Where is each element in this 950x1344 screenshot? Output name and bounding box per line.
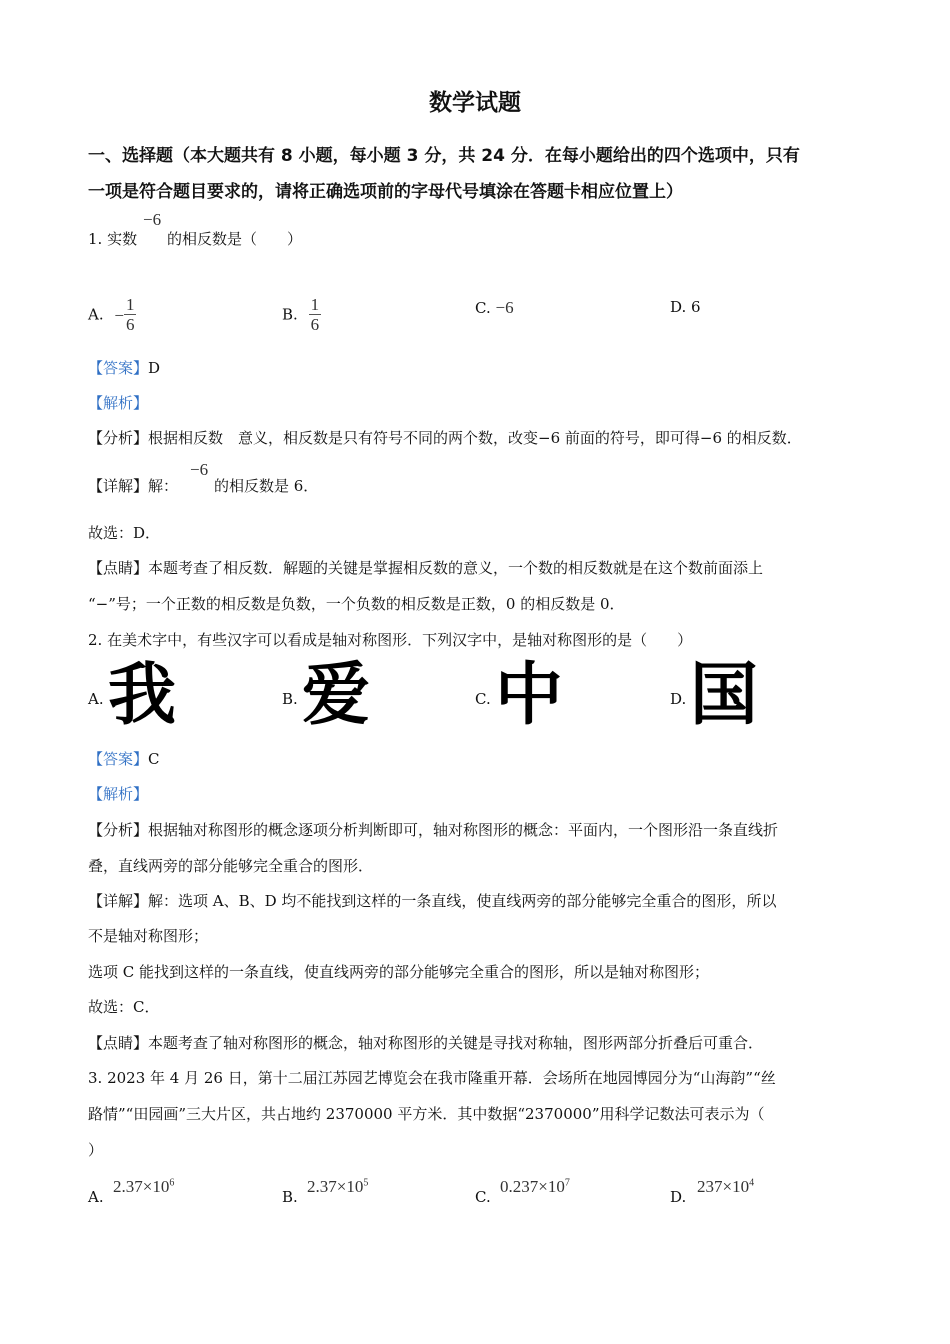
q3-stem-line1 bbox=[88, 1068, 776, 1088]
q1-answer bbox=[88, 358, 160, 378]
q1-answer-tag: 【答案】 bbox=[88, 359, 149, 377]
q1-option-a-numerator: 1 bbox=[125, 295, 135, 314]
q2-answer-value: C bbox=[148, 750, 160, 768]
q3-option-b-letter[interactable]: B. bbox=[282, 1188, 298, 1206]
q3-option-a-base: 2.37×10 bbox=[113, 1177, 170, 1196]
q1-number: 1. bbox=[88, 230, 103, 248]
q3-option-b-value bbox=[307, 1177, 368, 1197]
q2-detail-tag: 【详解】 bbox=[88, 892, 149, 910]
q1-option-a-denominator: 6 bbox=[125, 315, 135, 334]
q1-option-a-sign: − bbox=[114, 305, 124, 325]
q2-option-a-letter[interactable]: A. bbox=[88, 690, 104, 708]
q1-stem-b: 的相反数是（ ） bbox=[167, 230, 303, 248]
q1-detail-expression: −6 bbox=[190, 460, 209, 479]
q2-comment-tag: 【点睛】 bbox=[88, 1034, 149, 1052]
q2-fenxi-line2: 叠，直线两旁的部分能够完全重合的图形． bbox=[88, 857, 374, 875]
q1-option-b-letter: B. bbox=[282, 305, 298, 324]
q2-choose: 故选：C． bbox=[88, 998, 160, 1016]
q1-option-d-value: 6 bbox=[691, 298, 701, 316]
q1-option-d[interactable] bbox=[670, 298, 701, 316]
q1-stem-a: 实数 bbox=[107, 230, 138, 248]
q2-option-d-char: 国 bbox=[690, 656, 759, 735]
q1-detail-text-b: 的相反数是 6． bbox=[214, 477, 319, 495]
q1-detail bbox=[88, 476, 178, 496]
q1-choose: 故选：D． bbox=[88, 524, 161, 542]
q1-option-d-letter: D. bbox=[670, 298, 687, 316]
q3-option-c-exponent: 7 bbox=[564, 1177, 570, 1189]
q3-option-c-value bbox=[500, 1177, 570, 1197]
section-header-line2: 一项是符合题目要求的，请将正确选项前的字母代号填涂在答题卡相应位置上） bbox=[88, 182, 683, 202]
q1-option-c-letter: C. bbox=[475, 299, 491, 317]
q1-option-a[interactable] bbox=[88, 296, 136, 335]
q2-option-a-char: 我 bbox=[108, 656, 177, 735]
q2-answer-tag: 【答案】 bbox=[88, 750, 149, 768]
q3-stem-line3: ） bbox=[88, 1141, 104, 1159]
q2-comment-text: 本题考查了轴对称图形的概念，轴对称图形的关键是寻找对称轴，图形两部分折叠后可重合． bbox=[148, 1034, 764, 1052]
q1-comment-line1 bbox=[88, 558, 763, 578]
section-header-line1: 一、选择题（本大题共有 8 小题，每小题 3 分，共 24 分．在每小题给出的四个选项中，只有 bbox=[88, 146, 800, 166]
q1-fenxi-tag: 【分析】 bbox=[88, 429, 149, 447]
q1-analysis-tag: 【解析】 bbox=[88, 394, 149, 412]
q2-fenxi-line1 bbox=[88, 820, 778, 840]
q1-comment-tag: 【点睛】 bbox=[88, 559, 149, 577]
q2-comment bbox=[88, 1033, 763, 1053]
q2-analysis-tag: 【解析】 bbox=[88, 785, 149, 803]
q3-option-a-value bbox=[113, 1177, 174, 1197]
q2-detail-line3: 选项 C 能找到这样的一条直线，使直线两旁的部分能够完全重合的图形，所以是轴对称图形； bbox=[88, 963, 710, 981]
q2-stem-text: 在美术字中，有些汉字可以看成是轴对称图形．下列汉字中，是轴对称图形的是（ ） bbox=[107, 631, 693, 649]
page-title: 数学试题 bbox=[429, 90, 521, 116]
q1-stem bbox=[88, 229, 137, 249]
q3-number: 3. bbox=[88, 1069, 103, 1087]
q1-fenxi-text: 根据相反数 意义，相反数是只有符号不同的两个数，改变−6 前面的符号，即可得−6 的相反数． bbox=[148, 429, 802, 447]
q3-option-b-exponent: 5 bbox=[363, 1177, 369, 1189]
q3-option-c-letter[interactable]: C. bbox=[475, 1188, 491, 1206]
q2-fenxi-tag: 【分析】 bbox=[88, 821, 149, 839]
q3-option-a-letter[interactable]: A. bbox=[88, 1188, 104, 1206]
q3-option-d-value bbox=[697, 1177, 754, 1197]
q3-stem-line2: 路情”“田园画”三大片区，共占地约 2370000 平方米．其中数据“2370000”用科学记数法可表示为（ bbox=[88, 1105, 765, 1123]
q1-answer-value: D bbox=[148, 359, 161, 377]
q1-option-a-letter: A. bbox=[88, 305, 104, 324]
q1-option-b-fraction bbox=[309, 296, 322, 335]
q2-detail-line1 bbox=[88, 891, 776, 911]
q3-option-b-base: 2.37×10 bbox=[307, 1177, 364, 1196]
q3-option-d-base: 237×10 bbox=[697, 1177, 750, 1196]
q2-detail-line2: 不是轴对称图形； bbox=[88, 927, 209, 945]
q3-option-c-base: 0.237×10 bbox=[500, 1177, 565, 1196]
q2-number: 2. bbox=[88, 631, 103, 649]
q1-fenxi bbox=[88, 428, 802, 448]
q1-option-a-fraction bbox=[124, 296, 137, 335]
q2-fenxi-text-1: 根据轴对称图形的概念逐项分析判断即可，轴对称图形的概念：平面内，一个图形沿一条直线折 bbox=[148, 821, 779, 839]
q2-option-c-char: 中 bbox=[495, 656, 564, 735]
q2-detail-text-1: 解：选项 A、B、D 均不能找到这样的一条直线，使直线两旁的部分能够完全重合的图形，所以 bbox=[148, 892, 777, 910]
q1-detail-tag: 【详解】 bbox=[88, 477, 149, 495]
q1-option-c[interactable] bbox=[475, 298, 514, 318]
q1-comment-line2: “−”号；一个正数的相反数是负数，一个负数的相反数是正数，0 的相反数是 0． bbox=[88, 595, 625, 613]
q1-option-b-numerator: 1 bbox=[310, 295, 320, 314]
q1-detail-text-a: 解： bbox=[148, 477, 179, 495]
q1-option-b-denominator: 6 bbox=[310, 315, 320, 334]
q3-option-d-exponent: 4 bbox=[749, 1177, 755, 1189]
q1-option-c-value: −6 bbox=[495, 298, 514, 317]
q3-option-a-exponent: 6 bbox=[169, 1177, 175, 1189]
q1-expression: −6 bbox=[143, 210, 162, 229]
q2-option-b-letter[interactable]: B. bbox=[282, 690, 298, 708]
q1-comment-text-1: 本题考查了相反数．解题的关键是掌握相反数的意义，一个数的相反数就是在这个数前面添上 bbox=[148, 559, 764, 577]
q2-answer bbox=[88, 749, 160, 769]
q2-option-b-char: 爱 bbox=[302, 656, 371, 735]
q1-option-b[interactable] bbox=[282, 296, 321, 335]
q3-option-d-letter[interactable]: D. bbox=[670, 1188, 687, 1206]
q3-stem-text-1: 2023 年 4 月 26 日，第十二届江苏园艺博览会在我市隆重开幕．会场所在地园博园分为“山海韵”“丝 bbox=[107, 1069, 776, 1087]
q2-stem bbox=[88, 630, 692, 650]
q2-option-d-letter[interactable]: D. bbox=[670, 690, 687, 708]
q2-option-c-letter[interactable]: C. bbox=[475, 690, 491, 708]
